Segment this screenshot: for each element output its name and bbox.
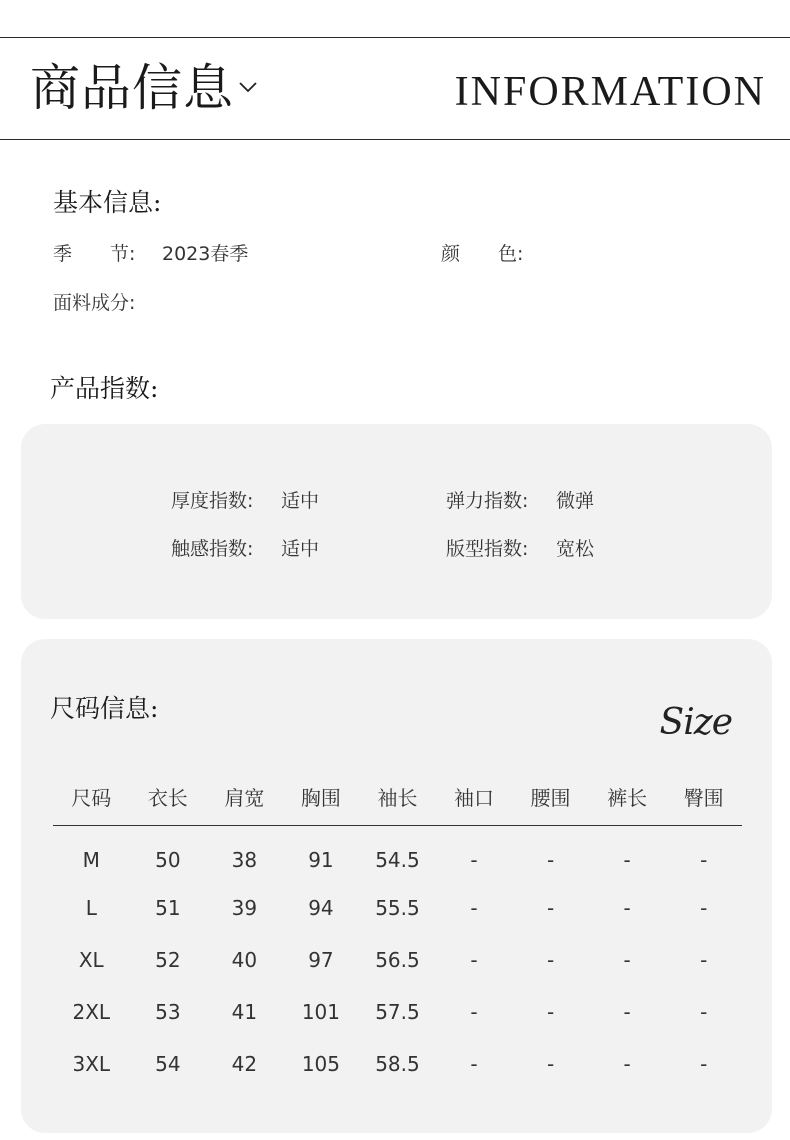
table-cell: - — [470, 848, 478, 872]
table-cell: 51 — [155, 896, 181, 920]
table-cell: 2XL — [72, 1000, 111, 1024]
thickness-index-value: 适中 — [281, 490, 320, 512]
table-cell: 101 — [301, 1000, 340, 1024]
table-cell: - — [700, 1052, 708, 1076]
elasticity-index-label: 弹力指数: — [446, 490, 529, 512]
table-cell: 56.5 — [375, 948, 420, 972]
table-cell: - — [623, 896, 631, 920]
table-cell: 58.5 — [375, 1052, 420, 1076]
table-cell: - — [623, 848, 631, 872]
column-header-shoulder: 肩宽 — [206, 767, 283, 826]
touch-index-value: 适中 — [281, 538, 320, 560]
table-cell: 57.5 — [375, 1000, 420, 1024]
table-cell: - — [546, 1052, 555, 1076]
table-cell: 97 — [308, 948, 334, 972]
touch-index-label: 触感指数: — [171, 538, 254, 560]
season-label: 季 节: — [53, 243, 136, 265]
table-cell: 39 — [231, 896, 258, 920]
table-cell: 94 — [308, 896, 334, 920]
table-row — [53, 1038, 742, 1090]
table-cell: M — [82, 848, 100, 872]
table-cell: - — [546, 896, 555, 920]
fabric-label: 面料成分: — [53, 292, 136, 314]
size-logo: Size — [659, 702, 732, 743]
table-row — [53, 934, 742, 986]
table-cell: - — [700, 848, 708, 872]
product-index-title: 产品指数: — [50, 374, 159, 403]
column-header-chest: 胸围 — [283, 767, 360, 826]
table-row — [53, 882, 742, 934]
page-title-english: INFORMATION — [454, 69, 766, 115]
basic-info-title: 基本信息: — [53, 188, 162, 217]
column-header-hip: 臀围 — [665, 767, 742, 826]
table-cell: 3XL — [72, 1052, 111, 1076]
size-info-panel — [21, 639, 772, 1133]
table-cell: L — [85, 896, 97, 920]
table-cell: - — [700, 948, 708, 972]
table-cell: 41 — [231, 1000, 258, 1024]
table-cell: 52 — [155, 948, 181, 972]
table-cell: XL — [78, 948, 104, 972]
page-title: 商品信息 — [30, 59, 234, 117]
table-cell: - — [700, 896, 708, 920]
table-cell: 105 — [301, 1052, 340, 1076]
header-top-rule — [0, 37, 790, 38]
table-cell: - — [546, 1000, 555, 1024]
thickness-index-label: 厚度指数: — [171, 490, 254, 512]
fit-index-label: 版型指数: — [446, 538, 529, 560]
size-table-header-row — [53, 767, 742, 826]
table-cell: 42 — [231, 1052, 258, 1076]
table-cell: - — [470, 948, 478, 972]
table-cell: - — [623, 1052, 631, 1076]
column-header-cuff: 袖口 — [436, 767, 513, 826]
table-cell: 38 — [231, 848, 258, 872]
table-cell: - — [470, 1000, 478, 1024]
table-cell: 50 — [155, 848, 181, 872]
column-header-waist: 腰围 — [512, 767, 589, 826]
table-cell: - — [470, 896, 478, 920]
table-cell: 54.5 — [375, 848, 420, 872]
table-cell: 53 — [155, 1000, 181, 1024]
table-cell: - — [700, 1000, 708, 1024]
table-cell: 55.5 — [375, 896, 420, 920]
table-cell: 54 — [155, 1052, 181, 1076]
table-cell: - — [470, 1052, 478, 1076]
table-cell: - — [546, 848, 555, 872]
table-cell: - — [623, 948, 631, 972]
table-cell: 40 — [231, 948, 258, 972]
header-bottom-rule — [0, 139, 790, 140]
table-cell: 91 — [308, 848, 334, 872]
season-value: 2023春季 — [162, 243, 249, 265]
size-table — [53, 767, 742, 1090]
elasticity-index-value: 微弹 — [556, 490, 595, 512]
column-header-length: 衣长 — [130, 767, 207, 826]
color-label: 颜 色: — [441, 243, 524, 265]
column-header-size: 尺码 — [53, 767, 130, 826]
table-row — [53, 986, 742, 1038]
table-cell: - — [623, 1000, 631, 1024]
column-header-pants-length: 裤长 — [589, 767, 666, 826]
table-cell: - — [546, 948, 555, 972]
size-info-title: 尺码信息: — [50, 694, 159, 723]
column-header-sleeve-length: 袖长 — [359, 767, 436, 826]
fit-index-value: 宽松 — [556, 538, 595, 560]
product-index-panel — [21, 424, 772, 619]
table-row — [53, 826, 742, 883]
chevron-down-icon[interactable] — [238, 80, 258, 94]
